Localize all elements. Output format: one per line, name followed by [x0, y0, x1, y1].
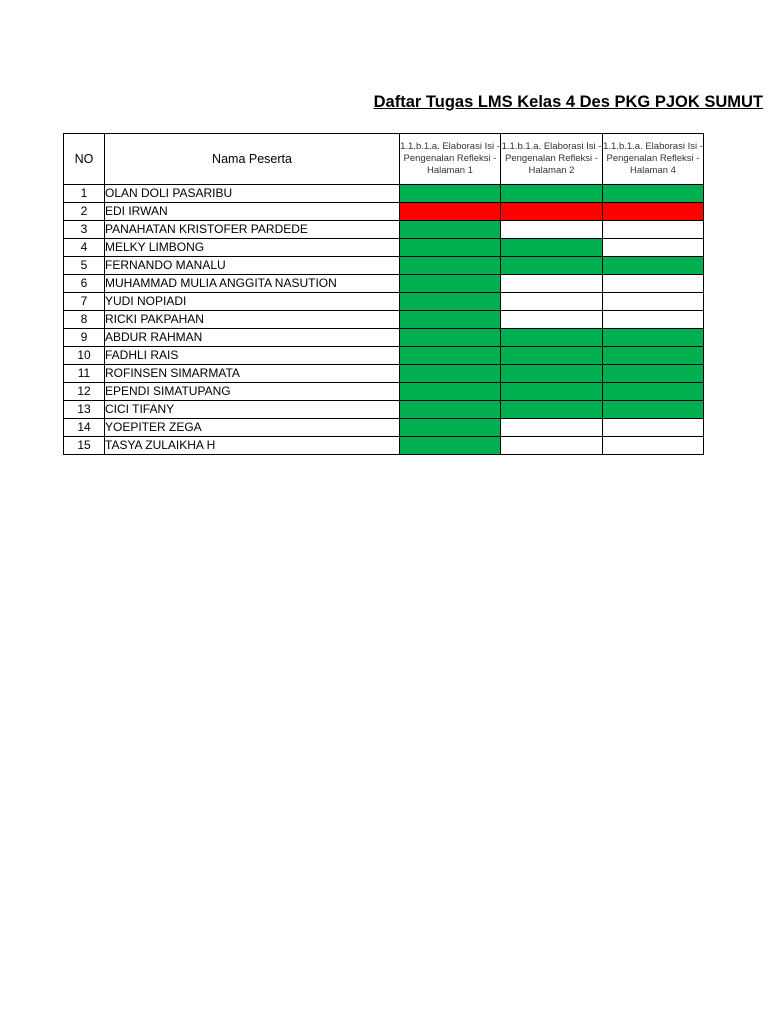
- row-number: 9: [64, 329, 105, 347]
- task-3-status-cell: [603, 365, 704, 383]
- participant-name: MELKY LIMBONG: [105, 239, 400, 257]
- table-row: [64, 347, 704, 365]
- task-3-status-cell: [603, 329, 704, 347]
- sheet-title: Daftar Tugas LMS Kelas 4 Des PKG PJOK SUMUT: [373, 93, 763, 111]
- task-1-status-cell: [400, 311, 501, 329]
- task-2-status-cell: [501, 257, 603, 275]
- task-3-status-cell: [603, 185, 704, 203]
- row-number: 12: [64, 383, 105, 401]
- participant-name: ABDUR RAHMAN: [105, 329, 400, 347]
- participant-name: FADHLI RAIS: [105, 347, 400, 365]
- task-2-status-cell: [501, 221, 603, 239]
- task-2-status-cell: [501, 401, 603, 419]
- task-2-status-cell: [501, 347, 603, 365]
- row-number: 2: [64, 203, 105, 221]
- task-3-status-cell: [603, 401, 704, 419]
- task-3-status-cell: [603, 203, 704, 221]
- participant-name: OLAN DOLI PASARIBU: [105, 185, 400, 203]
- header-row: [64, 134, 704, 185]
- participant-name: TASYA ZULAIKHA H: [105, 437, 400, 455]
- task-3-status-cell: [603, 221, 704, 239]
- task-3-status-cell: [603, 419, 704, 437]
- row-number: 6: [64, 275, 105, 293]
- assignment-table: [63, 133, 704, 455]
- task-2-status-cell: [501, 329, 603, 347]
- task-1-status-cell: [400, 329, 501, 347]
- header-task-2: 1.1.b.1.a. Elaborasi Isi - Pengenalan Refleksi - Halaman 2: [501, 134, 603, 185]
- task-1-status-cell: [400, 419, 501, 437]
- task-3-status-cell: [603, 347, 704, 365]
- participant-name: MUHAMMAD MULIA ANGGITA NASUTION: [105, 275, 400, 293]
- task-1-status-cell: [400, 401, 501, 419]
- row-number: 11: [64, 365, 105, 383]
- table-row: [64, 275, 704, 293]
- table-row: [64, 311, 704, 329]
- task-2-status-cell: [501, 275, 603, 293]
- task-3-status-cell: [603, 383, 704, 401]
- participant-name: PANAHATAN KRISTOFER PARDEDE: [105, 221, 400, 239]
- row-number: 5: [64, 257, 105, 275]
- task-1-status-cell: [400, 437, 501, 455]
- task-2-status-cell: [501, 185, 603, 203]
- task-2-status-cell: [501, 203, 603, 221]
- task-3-status-cell: [603, 311, 704, 329]
- table-row: [64, 239, 704, 257]
- participant-name: FERNANDO MANALU: [105, 257, 400, 275]
- row-number: 10: [64, 347, 105, 365]
- participant-name: YOEPITER ZEGA: [105, 419, 400, 437]
- row-number: 13: [64, 401, 105, 419]
- task-3-status-cell: [603, 437, 704, 455]
- task-1-status-cell: [400, 239, 501, 257]
- task-2-status-cell: [501, 419, 603, 437]
- task-1-status-cell: [400, 185, 501, 203]
- task-1-status-cell: [400, 383, 501, 401]
- participant-name: RICKI PAKPAHAN: [105, 311, 400, 329]
- task-1-status-cell: [400, 257, 501, 275]
- task-2-status-cell: [501, 365, 603, 383]
- table-row: [64, 437, 704, 455]
- table-row: [64, 221, 704, 239]
- participant-name: YUDI NOPIADI: [105, 293, 400, 311]
- row-number: 1: [64, 185, 105, 203]
- task-1-status-cell: [400, 203, 501, 221]
- participant-name: CICI TIFANY: [105, 401, 400, 419]
- task-2-status-cell: [501, 239, 603, 257]
- task-1-status-cell: [400, 365, 501, 383]
- title-viewport: [300, 90, 763, 116]
- task-1-status-cell: [400, 221, 501, 239]
- table-row: [64, 257, 704, 275]
- task-2-status-cell: [501, 437, 603, 455]
- table-row: [64, 185, 704, 203]
- table-row: [64, 401, 704, 419]
- row-number: 4: [64, 239, 105, 257]
- header-name: Nama Peserta: [105, 134, 400, 185]
- row-number: 14: [64, 419, 105, 437]
- task-1-status-cell: [400, 347, 501, 365]
- row-number: 3: [64, 221, 105, 239]
- header-task-1: 1.1.b.1.a. Elaborasi Isi - Pengenalan Refleksi - Halaman 1: [400, 134, 501, 185]
- task-2-status-cell: [501, 311, 603, 329]
- participant-name: EDI IRWAN: [105, 203, 400, 221]
- task-1-status-cell: [400, 275, 501, 293]
- task-2-status-cell: [501, 383, 603, 401]
- table-row: [64, 329, 704, 347]
- table-row: [64, 365, 704, 383]
- table-row: [64, 293, 704, 311]
- task-3-status-cell: [603, 293, 704, 311]
- table-row: [64, 203, 704, 221]
- task-3-status-cell: [603, 257, 704, 275]
- row-number: 15: [64, 437, 105, 455]
- table-row: [64, 383, 704, 401]
- task-3-status-cell: [603, 275, 704, 293]
- row-number: 7: [64, 293, 105, 311]
- header-no: NO: [64, 134, 105, 185]
- header-task-3: 1.1.b.1.a. Elaborasi Isi - Pengenalan Refleksi - Halaman 4: [603, 134, 704, 185]
- row-number: 8: [64, 311, 105, 329]
- participant-name: ROFINSEN SIMARMATA: [105, 365, 400, 383]
- task-2-status-cell: [501, 293, 603, 311]
- participant-name: EPENDI SIMATUPANG: [105, 383, 400, 401]
- task-3-status-cell: [603, 239, 704, 257]
- table-row: [64, 419, 704, 437]
- task-1-status-cell: [400, 293, 501, 311]
